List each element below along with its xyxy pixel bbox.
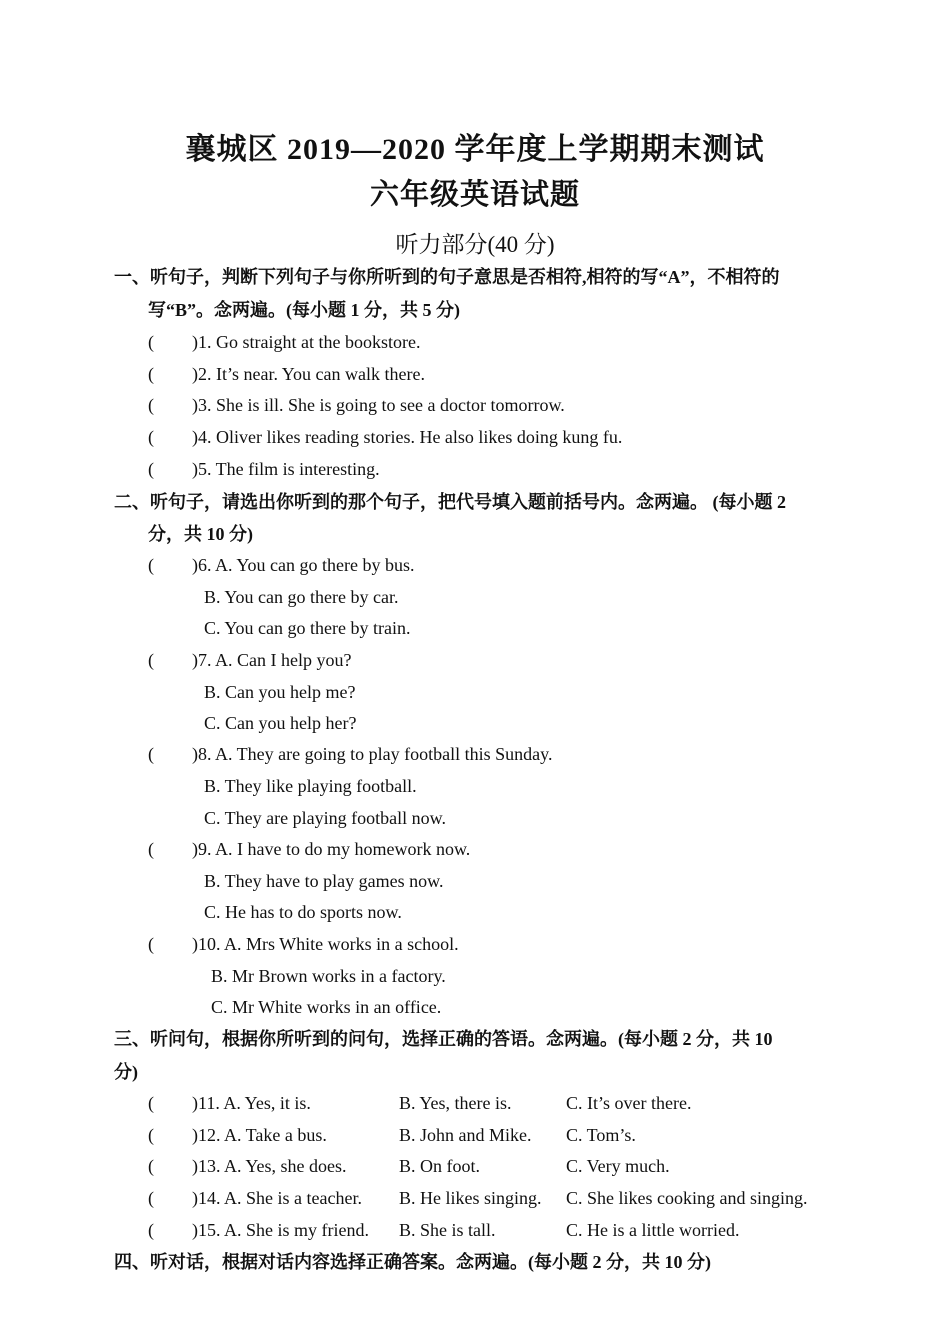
section-title: 听力部分(40 分) (395, 232, 555, 257)
option-8b: B. They like playing football. (204, 776, 417, 796)
question-14: )14. A. She is a teacher. (192, 1188, 362, 1208)
question-12: )12. A. Take a bus. (192, 1125, 327, 1145)
option-15b: B. She is tall. (399, 1220, 496, 1240)
answer-paren: ( (148, 427, 154, 447)
answer-paren: ( (148, 934, 154, 954)
option-13b: B. On foot. (399, 1156, 480, 1176)
option-10c: C. Mr White works in an office. (211, 997, 442, 1017)
question-1: )1. Go straight at the bookstore. (192, 332, 421, 352)
answer-paren: ( (148, 364, 154, 384)
answer-paren: ( (148, 395, 154, 415)
option-12c: C. Tom’s. (566, 1125, 636, 1145)
question-15: )15. A. She is my friend. (192, 1220, 369, 1240)
option-15c: C. He is a little worried. (566, 1220, 740, 1240)
option-11b: B. Yes, there is. (399, 1093, 512, 1113)
question-2: )2. It’s near. You can walk there. (192, 364, 425, 384)
section-2-heading-cont: 分，共 10 分) (148, 524, 253, 544)
answer-paren: ( (148, 839, 154, 859)
question-4: )4. Oliver likes reading stories. He also likes doing kung fu. (192, 427, 623, 447)
answer-paren: ( (148, 459, 154, 479)
question-3: )3. She is ill. She is going to see a doctor tomorrow. (192, 395, 565, 415)
option-8c: C. They are playing football now. (204, 808, 446, 828)
answer-paren: ( (148, 1093, 154, 1113)
option-9c: C. He has to do sports now. (204, 902, 402, 922)
option-6c: C. You can go there by train. (204, 618, 411, 638)
answer-paren: ( (148, 1125, 154, 1145)
section-3-heading: 三、听问句，根据你所听到的问句，选择正确的答语。念两遍。(每小题 2 分，共 10 (114, 1029, 773, 1049)
question-10: )10. A. Mrs White works in a school. (192, 934, 459, 954)
option-10b: B. Mr Brown works in a factory. (211, 966, 446, 986)
answer-paren: ( (148, 744, 154, 764)
section-4-heading: 四、听对话，根据对话内容选择正确答案。念两遍。(每小题 2 分，共 10 分) (114, 1252, 711, 1272)
question-13: )13. A. Yes, she does. (192, 1156, 347, 1176)
question-7: )7. A. Can I help you? (192, 650, 352, 670)
option-11c: C. It’s over there. (566, 1093, 692, 1113)
option-14c: C. She likes cooking and singing. (566, 1188, 808, 1208)
question-6: )6. A. You can go there by bus. (192, 555, 415, 575)
question-11: )11. A. Yes, it is. (192, 1093, 311, 1113)
option-12b: B. John and Mike. (399, 1125, 532, 1145)
answer-paren: ( (148, 650, 154, 670)
section-2-heading: 二、听句子，请选出你听到的那个句子，把代号填入题前括号内。念两遍。 (每小题 2 (114, 492, 786, 512)
question-5: )5. The film is interesting. (192, 459, 380, 479)
exam-title: 襄城区 2019—2020 学年度上学期期末测试 (185, 133, 765, 166)
option-7c: C. Can you help her? (204, 713, 357, 733)
section-1-heading: 一、听句子，判断下列句子与你所听到的句子意思是否相符,相符的写“A”，不相符的 (114, 267, 780, 287)
option-7b: B. Can you help me? (204, 682, 356, 702)
section-3-heading-cont: 分) (114, 1062, 138, 1082)
answer-paren: ( (148, 1156, 154, 1176)
option-13c: C. Very much. (566, 1156, 670, 1176)
answer-paren: ( (148, 1220, 154, 1240)
section-1-heading-cont: 写“B”。念两遍。(每小题 1 分，共 5 分) (148, 300, 460, 320)
option-14b: B. He likes singing. (399, 1188, 542, 1208)
question-9: )9. A. I have to do my homework now. (192, 839, 471, 859)
answer-paren: ( (148, 555, 154, 575)
question-8: )8. A. They are going to play football this Sunday. (192, 744, 553, 764)
option-9b: B. They have to play games now. (204, 871, 444, 891)
answer-paren: ( (148, 1188, 154, 1208)
answer-paren: ( (148, 332, 154, 352)
option-6b: B. You can go there by car. (204, 587, 399, 607)
exam-subtitle: 六年级英语试题 (369, 179, 580, 211)
